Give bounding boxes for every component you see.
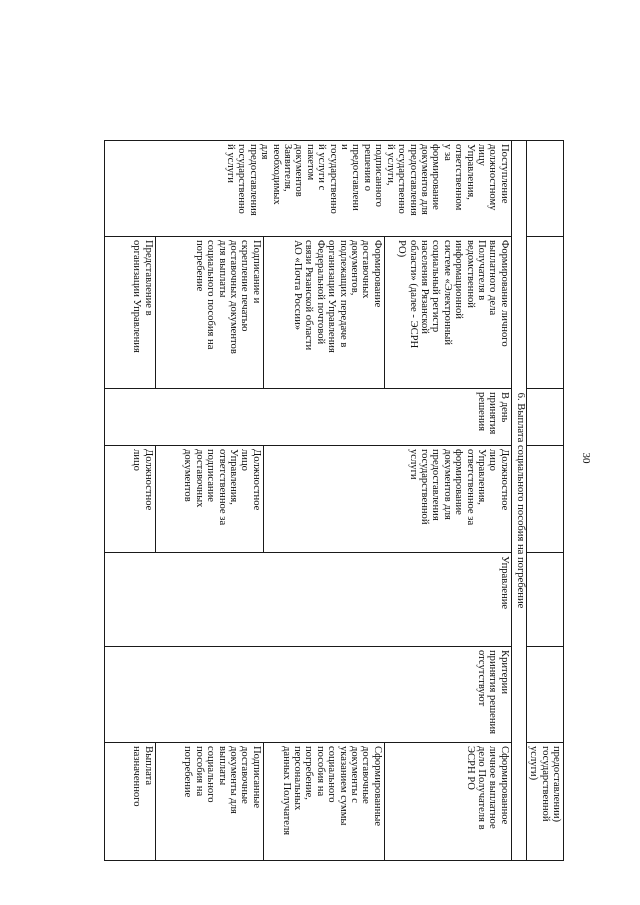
table-cell-responsible: Должностное лицо [105, 446, 156, 553]
procedure-table [104, 140, 564, 861]
page-number: 30 [580, 452, 592, 464]
table-cell-responsible: Должностное лицо Управления, ответственное за формирование документов для предоставления государственной услуги [263, 446, 511, 553]
table-cell-responsible: Должностное лицо Управления, ответственное за подписание доставочных документов [155, 446, 263, 553]
table-row [155, 141, 263, 861]
table-cell-grounds: Поступление должностному лицу Управления, ответственном у за формирование документов для предоставления государственно й услуги, подписанного решения о предоставлени и государственно й услуги с пакетом документов Заявителя, необходимых для предоставления государственно й услуги [105, 141, 512, 237]
section-title: 6. Выплата социального пособия на погребение [511, 141, 526, 861]
section-row [511, 141, 526, 861]
header-tail-row [526, 141, 563, 861]
table-cell-place: Управление [105, 553, 512, 647]
table-cell-result: Сформированные доставочные документы с указанием суммы социального пособия на погребение, персональных данных Получателя [263, 743, 384, 861]
header-tail-cell: предоставлении) государственной услуги) [526, 743, 563, 861]
table-cell-result: Выплата назначенного [105, 743, 156, 861]
table-row [384, 141, 511, 861]
table-cell-action: Формирование личного выплатного дела Получателя в ведомственной информационной системе «Электронный социальный регистр населения Рязанской области» (далее - ЭСРН РО) [384, 237, 511, 389]
table-cell-action: Подписание и скрепление печатью доставочных документов для выплаты социального пособия на погребение [155, 237, 263, 389]
table-cell-criteria: Критерии принятия решения отсутствуют [105, 647, 512, 743]
table-cell-term: В день принятия решения [105, 389, 512, 446]
table-cell-action: Представление в организации Управления [105, 237, 156, 389]
table-cell-result: Подписанные доставочные документы для выплаты социального пособия на погребение [155, 743, 263, 861]
table-row [105, 141, 156, 861]
rotated-table [104, 140, 564, 860]
table-cell-action: Формирование доставочных документов, подлежащих передаче в организации Управления Федеральной почтовой связи Рязанской области АО «Почта России» [263, 237, 384, 389]
table-cell-result: Сформированное личное выплатное дело Получателя в ЭСРН РО [384, 743, 511, 861]
